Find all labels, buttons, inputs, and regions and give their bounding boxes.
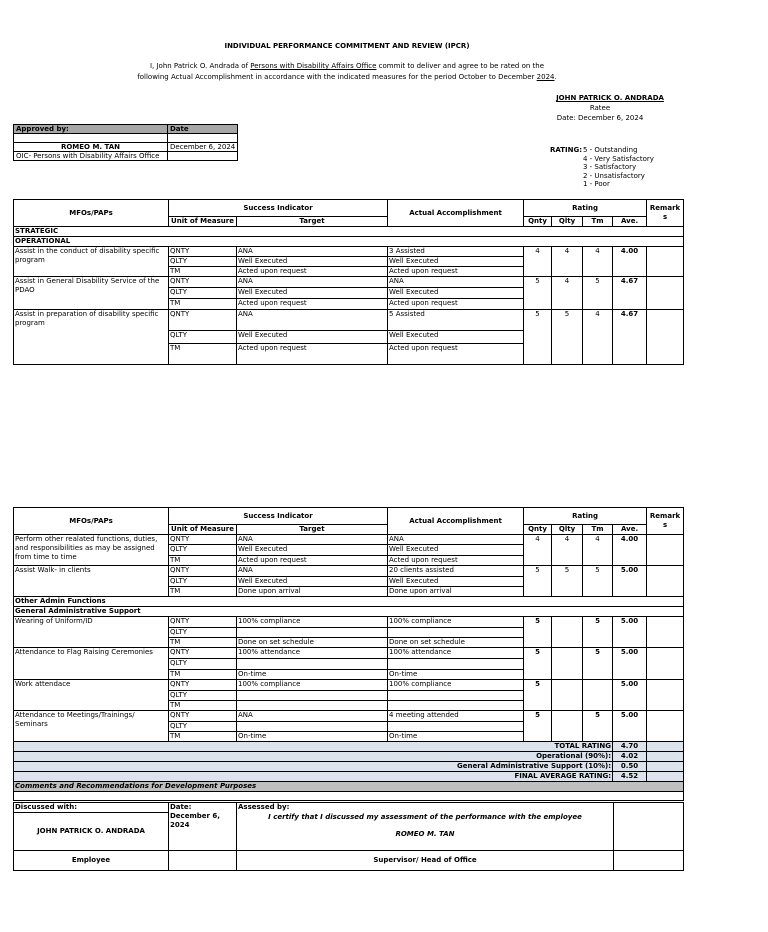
actual-cell: Well Executed (388, 288, 524, 299)
qnty-rating: 4 (524, 247, 552, 277)
unit-cell: QLTY (169, 257, 237, 267)
target-cell: Well Executed (237, 288, 388, 299)
header-success-indicator: Success Indicator (169, 508, 388, 525)
total-row (14, 742, 684, 752)
total-row (14, 762, 684, 772)
commitment-text: I, John Patrick O. Andrada of (149, 62, 251, 70)
mfo-cell: Assist in the conduct of disability specific program (14, 247, 169, 277)
operational-label: Operational (90%): (14, 752, 613, 762)
unit-cell: QLTY (169, 288, 237, 299)
remarks-cell (647, 566, 684, 597)
unit-cell: TM (169, 670, 237, 680)
table-row (14, 535, 684, 545)
signoff-date-label: Date: (170, 803, 192, 811)
actual-cell: Acted upon request (388, 299, 524, 310)
mfo-cell: Perform other realated functions, duties, and responsibilities as may be assigned from time to time (14, 535, 169, 566)
target-cell: 100% attendance (237, 648, 388, 659)
unit-cell: TM (169, 267, 237, 277)
target-cell (237, 722, 388, 732)
actual-cell: Well Executed (388, 577, 524, 587)
unit-cell: TM (169, 344, 237, 365)
ipcr-table-1 (13, 199, 684, 365)
target-cell: Well Executed (237, 331, 388, 344)
signoff-blank (614, 803, 684, 851)
header-remarks: Remark s (647, 508, 684, 535)
ratee-role: Ratee (589, 104, 611, 112)
commitment-text: . (554, 73, 557, 81)
header-qlty: Qlty (552, 525, 583, 535)
period-year: 2024 (536, 73, 555, 81)
actual-cell: Done upon arrival (388, 587, 524, 597)
tm-rating: 4 (583, 535, 613, 566)
tm-rating: 5 (583, 711, 613, 742)
commitment-text: commit to deliver and agree to be rated on the (376, 62, 545, 70)
target-cell: ANA (237, 711, 388, 722)
signoff-empty (614, 851, 684, 871)
target-cell: On-time (237, 670, 388, 680)
target-cell: Acted upon request (237, 556, 388, 566)
approval-date: December 6, 2024 (168, 143, 238, 152)
actual-cell: 20 clients assisted (388, 566, 524, 577)
ratee-name: JOHN PATRICK O. ANDRADA (556, 94, 664, 102)
table-row (14, 277, 684, 288)
section-general-admin: General Administrative Support (14, 607, 684, 617)
qnty-rating: 5 (524, 566, 552, 597)
header-tm: Tm (583, 525, 613, 535)
employee-label: Employee (14, 851, 169, 871)
unit-cell: QLTY (169, 628, 237, 638)
discussed-with-label: Discussed with: (14, 803, 169, 813)
actual-cell: 100% compliance (388, 617, 524, 628)
tm-rating: 5 (583, 566, 613, 597)
header-mfo: MFOs/PAPs (14, 200, 169, 227)
section-strategic: STRATEGIC (14, 227, 684, 237)
header-target: Target (237, 217, 388, 227)
header-qnty: Qnty (524, 525, 552, 535)
total-rating-label: TOTAL RATING (14, 742, 613, 752)
target-cell: Acted upon request (237, 344, 388, 365)
target-cell (237, 701, 388, 711)
target-cell (237, 659, 388, 670)
unit-cell: QNTY (169, 648, 237, 659)
mfo-cell: Assist in General Disability Service of the PDAO (14, 277, 169, 310)
final-average-label: FINAL AVERAGE RATING: (14, 772, 613, 782)
remarks-cell (647, 247, 684, 277)
unit-cell: QNTY (169, 566, 237, 577)
actual-cell: Well Executed (388, 545, 524, 556)
qlty-rating (552, 648, 583, 680)
target-cell: ANA (237, 310, 388, 331)
rating-scale-item: 3 - Satisfactory (583, 163, 637, 171)
unit-cell: TM (169, 587, 237, 597)
actual-cell (388, 701, 524, 711)
target-cell: Done upon arrival (237, 587, 388, 597)
header-remarks: Remark s (647, 200, 684, 227)
supervisor-label: Supervisor/ Head of Office (237, 851, 614, 871)
target-cell (237, 628, 388, 638)
qlty-rating: 4 (552, 277, 583, 310)
supervisor-name: ROMEO M. TAN (395, 829, 455, 838)
qnty-rating: 5 (524, 680, 552, 711)
mfo-cell: Work attendace (14, 680, 169, 711)
unit-cell: QNTY (169, 277, 237, 288)
qlty-rating: 5 (552, 310, 583, 365)
header-actual: Actual Accomplishment (388, 508, 524, 535)
actual-cell (388, 691, 524, 701)
remarks-cell (647, 680, 684, 711)
target-cell: Well Executed (237, 577, 388, 587)
mfo-cell: Attendance to Flag Raising Ceremonies (14, 648, 169, 680)
header-ave: Ave. (613, 525, 647, 535)
actual-cell: On-time (388, 670, 524, 680)
header-rating: Rating (524, 200, 647, 217)
header-unit: Unit of Measure (169, 217, 237, 227)
remarks-cell (647, 711, 684, 742)
actual-cell: 100% compliance (388, 680, 524, 691)
unit-cell: QNTY (169, 617, 237, 628)
qnty-rating: 5 (524, 310, 552, 365)
unit-cell: QNTY (169, 711, 237, 722)
ave-rating: 5.00 (613, 680, 647, 711)
unit-cell: QLTY (169, 545, 237, 556)
unit-cell: QNTY (169, 310, 237, 331)
actual-cell (388, 722, 524, 732)
ave-rating: 4.00 (613, 535, 647, 566)
final-average-value: 4.52 (613, 772, 647, 782)
ave-rating: 5.00 (613, 711, 647, 742)
signoff-date-value: December 6, 2024 (170, 812, 220, 829)
target-cell: ANA (237, 566, 388, 577)
unit-cell: TM (169, 299, 237, 310)
assessor-block (237, 813, 614, 851)
ave-rating: 4.67 (613, 277, 647, 310)
header-actual: Actual Accomplishment (388, 200, 524, 227)
table-row (14, 680, 684, 691)
assessed-by-label: Assessed by: (237, 803, 614, 813)
qnty-rating: 5 (524, 277, 552, 310)
actual-cell: 100% attendance (388, 648, 524, 659)
qlty-rating: 4 (552, 535, 583, 566)
table-row (14, 247, 684, 257)
comments-heading: Comments and Recommendations for Development Purposes (14, 782, 684, 792)
ipcr-table-2 (13, 507, 684, 801)
ave-rating: 5.00 (613, 617, 647, 648)
remarks-cell (647, 617, 684, 648)
tm-rating: 5 (583, 277, 613, 310)
unit-cell: QLTY (169, 691, 237, 701)
rating-scale-list (583, 146, 654, 189)
tm-rating: 5 (583, 617, 613, 648)
mfo-cell: Assist in preparation of disability specific program (14, 310, 169, 365)
remarks-cell (647, 310, 684, 365)
unit-cell: TM (169, 701, 237, 711)
table-row (14, 711, 684, 722)
target-cell: ANA (237, 535, 388, 545)
commitment-line-1 (0, 62, 694, 70)
unit-cell: QNTY (169, 535, 237, 545)
rating-scale-item: 4 - Very Satisfactory (583, 154, 654, 163)
tm-rating: 4 (583, 247, 613, 277)
actual-cell: Well Executed (388, 331, 524, 344)
ave-rating: 5.00 (613, 566, 647, 597)
actual-cell (388, 628, 524, 638)
rating-scale-label: RATING: (550, 146, 583, 154)
tm-rating: 5 (583, 648, 613, 680)
operational-value: 4.02 (613, 752, 647, 762)
signoff-date (169, 803, 237, 851)
approver-name: ROMEO M. TAN (14, 143, 168, 152)
comments-body (14, 792, 684, 801)
header-unit: Unit of Measure (169, 525, 237, 535)
target-cell: Acted upon request (237, 299, 388, 310)
unit-cell: QLTY (169, 722, 237, 732)
certify-statement: I certify that I discussed my assessment of the performance with the employee (268, 812, 582, 821)
actual-cell: 3 Assisted (388, 247, 524, 257)
header-mfo: MFOs/PAPs (14, 508, 169, 535)
actual-cell: Well Executed (388, 257, 524, 267)
document-title: INDIVIDUAL PERFORMANCE COMMITMENT AND REVIEW (IPCR) (224, 42, 470, 50)
actual-cell: Acted upon request (388, 556, 524, 566)
target-cell: Acted upon request (237, 267, 388, 277)
header-tm: Tm (583, 217, 613, 227)
header-qnty: Qnty (524, 217, 552, 227)
qnty-rating: 5 (524, 617, 552, 648)
unit-cell: TM (169, 638, 237, 648)
table-row (14, 617, 684, 628)
qlty-rating (552, 680, 583, 711)
mfo-cell: Attendance to Meetings/Trainings/ Seminars (14, 711, 169, 742)
header-target: Target (237, 525, 388, 535)
unit-cell: TM (169, 732, 237, 742)
target-cell: Well Executed (237, 257, 388, 267)
date-label: Date (168, 125, 238, 134)
target-cell: Done on set schedule (237, 638, 388, 648)
target-cell: 100% compliance (237, 617, 388, 628)
remarks-cell (647, 648, 684, 680)
actual-cell: ANA (388, 535, 524, 545)
signoff-table (13, 802, 684, 871)
target-cell: ANA (237, 277, 388, 288)
table-row (14, 310, 684, 331)
section-other-admin: Other Admin Functions (14, 597, 684, 607)
signoff-empty (169, 851, 237, 871)
employee-name: JOHN PATRICK O. ANDRADA (14, 813, 169, 851)
mfo-cell: Wearing of Uniform/ID (14, 617, 169, 648)
unit-cell: QNTY (169, 247, 237, 257)
actual-cell: Acted upon request (388, 344, 524, 365)
ave-rating: 5.00 (613, 648, 647, 680)
qnty-rating: 4 (524, 535, 552, 566)
approver-office: OIC- Persons with Disability Affairs Office (14, 152, 168, 161)
header-qlty: Qlty (552, 217, 583, 227)
total-row (14, 752, 684, 762)
unit-cell: QNTY (169, 680, 237, 691)
actual-cell (388, 659, 524, 670)
gen-admin-value: 0.50 (613, 762, 647, 772)
actual-cell: Acted upon request (388, 267, 524, 277)
gen-admin-label: General Administrative Support (10%): (14, 762, 613, 772)
total-rating-value: 4.70 (613, 742, 647, 752)
mfo-cell: Assist Walk- in clients (14, 566, 169, 597)
ave-rating: 4.67 (613, 310, 647, 365)
actual-cell: 4 meeting attended (388, 711, 524, 722)
actual-cell: 5 Assisted (388, 310, 524, 331)
actual-cell: Done on set schedule (388, 638, 524, 648)
target-cell: On-time (237, 732, 388, 742)
unit-cell: QLTY (169, 577, 237, 587)
tm-rating (583, 680, 613, 711)
tm-rating: 4 (583, 310, 613, 365)
rating-scale-item: 1 - Poor (583, 180, 610, 188)
ratee-date: Date: December 6, 2024 (556, 114, 644, 122)
remarks-cell (647, 535, 684, 566)
commitment-line-2 (0, 73, 694, 81)
qlty-rating (552, 711, 583, 742)
qlty-rating: 4 (552, 247, 583, 277)
header-rating: Rating (524, 508, 647, 525)
qnty-rating: 5 (524, 648, 552, 680)
ave-rating: 4.00 (613, 247, 647, 277)
qlty-rating: 5 (552, 566, 583, 597)
header-ave: Ave. (613, 217, 647, 227)
target-cell: ANA (237, 247, 388, 257)
unit-cell: QLTY (169, 331, 237, 344)
header-success-indicator: Success Indicator (169, 200, 388, 217)
unit-cell: QLTY (169, 659, 237, 670)
total-row (14, 772, 684, 782)
qlty-rating (552, 617, 583, 648)
qnty-rating: 5 (524, 711, 552, 742)
target-cell (237, 691, 388, 701)
table-row (14, 566, 684, 577)
office-name: Persons with Disability Affairs Office (250, 62, 377, 70)
commitment-text: following Actual Accomplishment in accordance with the indicated measures for the period October to December (137, 73, 537, 81)
section-operational: OPERATIONAL (14, 237, 684, 247)
rating-scale-item: 2 - Unsatisfactory (583, 171, 645, 180)
actual-cell: On-time (388, 732, 524, 742)
approval-table (13, 124, 238, 161)
approved-by-label: Approved by: (14, 125, 168, 134)
table-row (14, 648, 684, 659)
unit-cell: TM (169, 556, 237, 566)
target-cell: 100% compliance (237, 680, 388, 691)
target-cell: Well Executed (237, 545, 388, 556)
actual-cell: ANA (388, 277, 524, 288)
remarks-cell (647, 277, 684, 310)
rating-scale-item: 5 - Outstanding (583, 146, 638, 154)
